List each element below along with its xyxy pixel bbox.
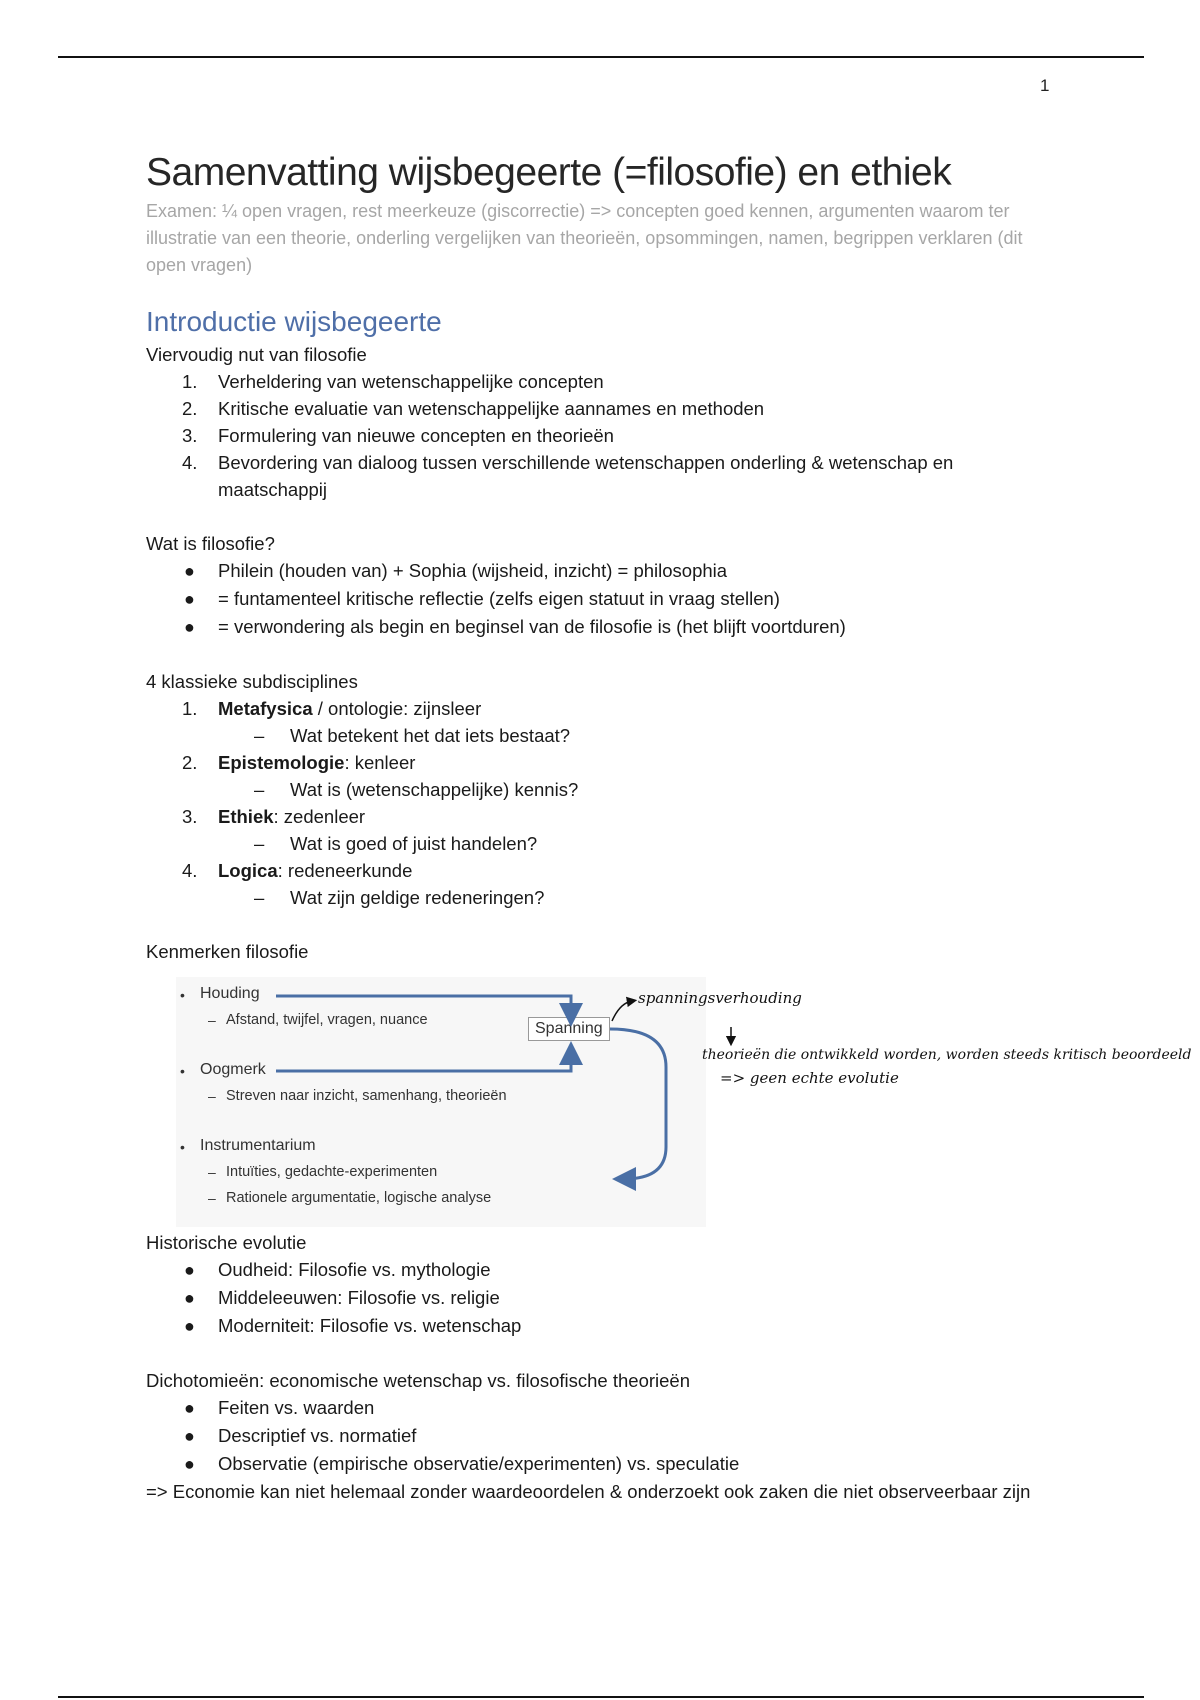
- diagram-oogmerk-sub: Streven naar inzicht, samenhang, theorieën: [226, 1088, 507, 1104]
- kenmerken-label: Kenmerken filosofie: [146, 941, 309, 962]
- list-item: ● = funtamenteel kritische reflectie (zelfs eigen statuut in vraag stellen): [184, 588, 780, 609]
- dichotomieen-list: [146, 1394, 1046, 1478]
- subdisciplines-label: 4 klassieke subdisciplines: [146, 671, 358, 692]
- list-item: ● = verwondering als begin en beginsel van de filosofie is (het blijft voortduren): [184, 616, 846, 637]
- diagram-arrows: [146, 977, 1196, 1229]
- subdisciplines-list: [146, 695, 1046, 911]
- sub-question: – Wat betekent het dat iets bestaat?: [254, 725, 571, 746]
- document-body: [146, 150, 1192, 1505]
- list-item: 4. Logica: redeneerkunde – Wat zijn geldige redeneringen?: [146, 857, 1046, 911]
- list-item: ● Middeleeuwen: Filosofie vs. religie: [184, 1287, 500, 1308]
- nut-list: [146, 368, 1046, 503]
- diagram-instrumentarium-sub2: Rationele argumentatie, logische analyse: [226, 1190, 492, 1206]
- list-item: ● Moderniteit: Filosofie vs. wetenschap: [184, 1315, 522, 1336]
- kenmerken-diagram: • Houding – Afstand, twijfel, vragen, nuance • Oogmerk – Streven naar inzicht, samenhang, theorieën • Instrumentarium – Intuïties, gedachte-experimenten – Rationele argumentatie, logische analyse Spanning spanningsverhouding theorieën die ontwikkeld worden, worden steeds kritisch beoordeeld => geen echte evolutie: [146, 977, 1196, 1229]
- sub-question: – Wat is (wetenschappelijke) kennis?: [254, 779, 579, 800]
- spanning-box: Spanning: [528, 1017, 610, 1041]
- list-item: 1. Verheldering van wetenschappelijke concepten: [182, 371, 604, 392]
- historisch-label: Historische evolutie: [146, 1232, 307, 1253]
- sub-question: – Wat zijn geldige redeneringen?: [254, 887, 545, 908]
- list-item: 3. Formulering van nieuwe concepten en theorieën: [182, 425, 614, 446]
- list-item: ● Observatie (empirische observatie/experimenten) vs. speculatie: [184, 1453, 740, 1474]
- section-heading-introductie: Introductie wijsbegeerte: [146, 306, 442, 337]
- arrow-spanning-instrumentarium: [610, 1029, 666, 1179]
- list-item: 1. Metafysica / ontologie: zijnsleer – Wat betekent het dat iets bestaat?: [146, 695, 1046, 749]
- header-rule: [58, 56, 1144, 58]
- diagram-houding: Houding: [200, 985, 260, 1002]
- document-title: Samenvatting wijsbegeerte (=filosofie) en ethiek: [146, 151, 952, 194]
- footer-rule: [58, 1696, 1144, 1698]
- arrow-houding: [276, 996, 571, 1015]
- wat-list: [146, 557, 1046, 641]
- list-item: 2. Kritische evaluatie van wetenschappelijke aannames en methoden: [182, 398, 765, 419]
- list-item: 2. Epistemologie: kenleer – Wat is (wetenschappelijke) kennis?: [146, 749, 1046, 803]
- sub-question: – Wat is goed of juist handelen?: [254, 833, 538, 854]
- diagram-instrumentarium-sub1: Intuïties, gedachte-experimenten: [226, 1164, 438, 1180]
- list-item: 3. Ethiek: zedenleer – Wat is goed of juist handelen?: [146, 803, 1046, 857]
- dichotomieen-label: Dichotomieën: economische wetenschap vs. filosofische theorieën: [146, 1370, 690, 1391]
- list-item: ● Feiten vs. waarden: [184, 1397, 375, 1418]
- list-item: ● Oudheid: Filosofie vs. mythologie: [184, 1259, 491, 1280]
- note-spanningsverhouding: spanningsverhouding: [638, 989, 802, 1007]
- nut-label: Viervoudig nut van filosofie: [146, 344, 367, 365]
- arrow-oogmerk: [276, 1053, 571, 1071]
- list-item: ● Descriptief vs. normatief: [184, 1425, 417, 1446]
- document-subtitle: Examen: ¼ open vragen, rest meerkeuze (giscorrectie) => concepten goed kennen, argumenten waarom ter illustratie van een theorie, onderling vergelijken van theorieën, opsommingen, namen, begrippen verklaren (dit open vragen): [146, 201, 1023, 275]
- diagram-oogmerk: Oogmerk: [200, 1061, 266, 1078]
- diagram-houding-sub: Afstand, twijfel, vragen, nuance: [226, 1012, 428, 1028]
- page-number: 1: [1040, 76, 1050, 95]
- note-geen-evolutie: => geen echte evolutie: [720, 1069, 899, 1087]
- note-theorieen: theorieën die ontwikkeld worden, worden steeds kritisch beoordeeld: [702, 1047, 1192, 1063]
- wat-label: Wat is filosofie?: [146, 533, 275, 554]
- dichotomieen-conclusion: => Economie kan niet helemaal zonder waardeoordelen & onderzoekt ook zaken die niet observeerbaar zijn: [146, 1481, 1031, 1502]
- historisch-list: [146, 1256, 1046, 1340]
- list-item: ● Philein (houden van) + Sophia (wijsheid, inzicht) = philosophia: [184, 560, 728, 581]
- arrow-note: [612, 1001, 632, 1021]
- diagram-instrumentarium: Instrumentarium: [200, 1137, 316, 1154]
- list-item: 4. Bevordering van dialoog tussen verschillende wetenschappen onderling & wetenschap en maatschappij: [182, 452, 954, 500]
